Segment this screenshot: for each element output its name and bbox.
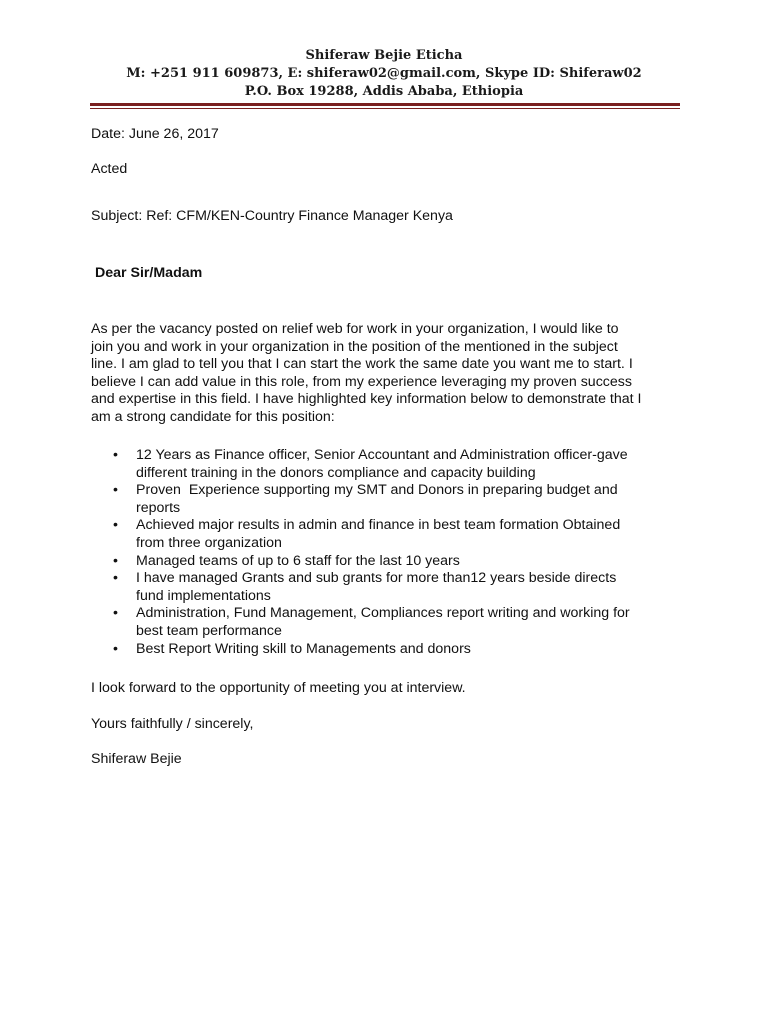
list-item: [91, 553, 681, 571]
list-item: [91, 482, 681, 517]
list-item-line: different training in the donors compliance and capacity building: [136, 464, 536, 481]
list-item-line: fund implementations: [136, 587, 271, 604]
letterhead-address: P.O. Box 19288, Addis Ababa, Ethiopia: [244, 84, 524, 99]
letterhead: [90, 47, 678, 101]
letterhead-divider-thick: [90, 103, 680, 106]
letter-closing-line: I look forward to the opportunity of meeting you at interview.: [91, 680, 466, 696]
letterhead-name: Shiferaw Bejie Eticha: [305, 48, 463, 63]
bullet-icon: •: [113, 482, 118, 499]
bullet-icon: •: [113, 517, 118, 534]
letter-recipient: Acted: [91, 161, 128, 177]
letter-intro-paragraph: [91, 321, 679, 427]
list-item-line: I have managed Grants and sub grants for more than12 years beside directs: [136, 570, 617, 587]
list-item: [91, 605, 681, 640]
bullet-icon: •: [113, 605, 118, 622]
intro-line: line. I am glad to tell you that I can start the work the same date you want me to start. I: [91, 356, 633, 373]
list-item: [91, 641, 681, 659]
bullet-icon: •: [113, 552, 118, 569]
list-item-line: Managed teams of up to 6 staff for the last 10 years: [136, 552, 460, 569]
letter-salutation: Dear Sir/Madam: [95, 265, 203, 281]
list-item: [91, 570, 681, 605]
list-item: [91, 447, 681, 482]
list-item-line: Achieved major results in admin and finance in best team formation Obtained: [136, 517, 621, 534]
list-item-line: Administration, Fund Management, Compliances report writing and working for: [136, 605, 630, 622]
list-item-line: Best Report Writing skill to Managements and donors: [136, 640, 471, 657]
list-item-line: from three organization: [136, 534, 282, 551]
intro-line: As per the vacancy posted on relief web for work in your organization, I would like to: [91, 321, 619, 337]
list-item: [91, 517, 681, 552]
qualification-list: [91, 447, 681, 658]
list-item-line: best team performance: [136, 622, 282, 639]
list-item-line: 12 Years as Finance officer, Senior Accountant and Administration officer-gave: [136, 447, 628, 463]
intro-line: and expertise in this field. I have highlighted key information below to demonstrate that I: [91, 391, 642, 408]
list-item-line: Proven Experience supporting my SMT and Donors in preparing budget and: [136, 482, 618, 499]
letterhead-contact: M: +251 911 609873, E: shiferaw02@gmail.com, Skype ID: Shiferaw02: [126, 66, 642, 81]
intro-line: believe I can add value in this role, from my experience leveraging my proven success: [91, 373, 632, 390]
letterhead-divider-thin: [90, 108, 680, 109]
letter-signoff: Yours faithfully / sincerely,: [91, 716, 254, 732]
bullet-icon: •: [113, 570, 118, 587]
intro-line: am a strong candidate for this position:: [91, 408, 335, 425]
letter-subject: Subject: Ref: CFM/KEN-Country Finance Manager Kenya: [91, 208, 453, 224]
intro-line: join you and work in your organization in the position of the mentioned in the subject: [91, 338, 618, 355]
letter-date: Date: June 26, 2017: [91, 126, 219, 142]
bullet-icon: •: [113, 447, 118, 463]
bullet-icon: •: [113, 640, 118, 657]
letter-signature-name: Shiferaw Bejie: [91, 751, 182, 767]
list-item-line: reports: [136, 499, 181, 516]
